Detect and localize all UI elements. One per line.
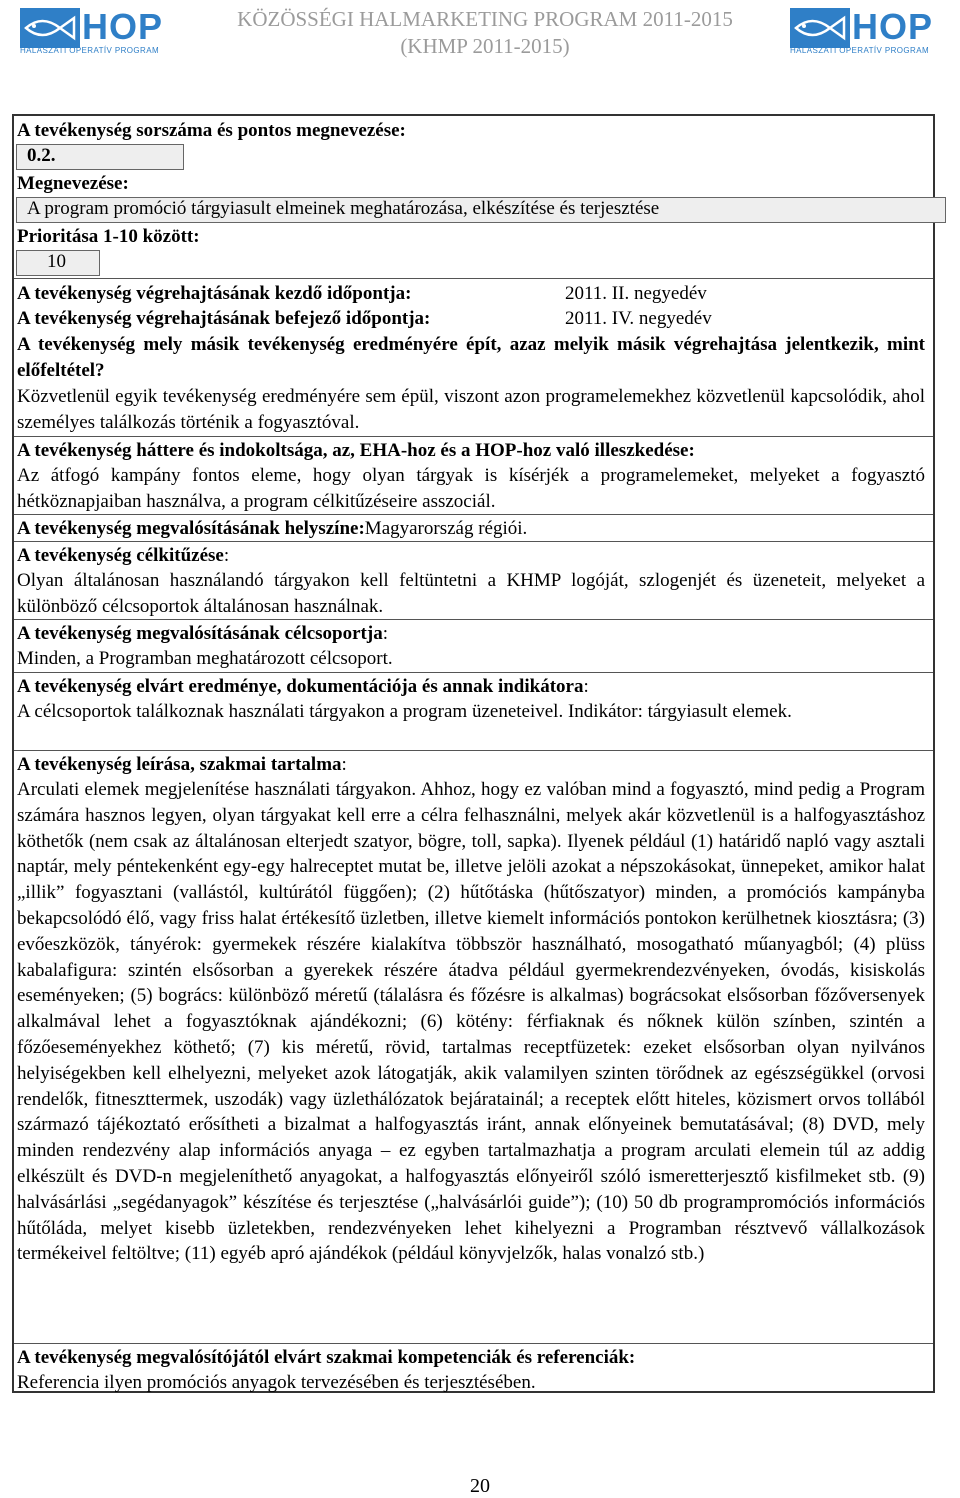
- number-label: A tevékenység sorszáma és pontos megnevezése:: [17, 120, 406, 141]
- location-label: A tevékenység megvalósításának helyszíne:: [17, 518, 365, 539]
- target-text: Minden, a Programban meghatározott célcsoport.: [17, 648, 393, 669]
- description-divider: [14, 116, 933, 1344]
- start-date-value: 2011. II. negyedév: [565, 283, 707, 304]
- name-label: Megnevezése:: [17, 173, 129, 194]
- prerequisite-label: A tevékenység mely másik tevékenység eredményére épít, azaz melyik másik végrehajtása jelentkezik, mint előfeltétel?: [17, 334, 925, 381]
- fish-logo-icon: [790, 8, 850, 48]
- page-number: 20: [470, 1475, 490, 1497]
- target-label: A tevékenység megvalósításának célcsoportja: [17, 623, 383, 644]
- activity-form: [12, 114, 935, 1393]
- competence-label: A tevékenység megvalósítójától elvárt szakmai kompetenciák és referenciák:: [17, 1347, 636, 1368]
- priority-value-field: 10: [16, 250, 100, 276]
- end-date-label: A tevékenység végrehajtásának befejező időpontja:: [17, 308, 431, 329]
- background-label: A tevékenység háttere és indokoltsága, az, EHA-hoz és a HOP-hoz való illeszkedése:: [17, 440, 695, 461]
- goal-label: A tevékenység célkitűzése: [17, 545, 224, 566]
- priority-label: Prioritása 1-10 között:: [17, 226, 200, 247]
- location-value: Magyarország régiói.: [364, 518, 528, 539]
- result-heading: A tevékenység elvárt eredménye, dokumentációja és annak indikátora:: [17, 676, 589, 697]
- goal-text: Olyan általánosan használandó tárgyakon kell feltüntetni a KHMP logóját, szlogenjét és üzeneteit, melyeket a különböző célcsoportok általánosan használnak.: [17, 570, 925, 617]
- description-label: A tevékenység leírása, szakmai tartalma: [17, 754, 342, 775]
- name-value-field: A program promóció tárgyiasult elmeinek meghatározása, elkészítése és terjesztése: [16, 197, 946, 223]
- goal-heading: A tevékenység célkitűzése:: [17, 545, 230, 566]
- prerequisite-text: Közvetlenül egyik tevékenység eredményére sem épül, viszont azon programelemekhez közvetlenül kapcsolódik, ahol személyes találkozás történik a fogyasztóval.: [17, 386, 925, 433]
- background-text: Az átfogó kampány fontos eleme, hogy olyan tárgyak is kísérjék a programelemeket, melyeket a fogyasztó hétköznapjaiban használva, a program célkitűzéseire asszociál.: [17, 465, 925, 512]
- page-header: [0, 0, 960, 70]
- description-text: Arculati elemek megjelenítése használati tárgyakon. Ahhoz, hogy ez valóban mind a fogyasztó, mind pedig a Program számára hasznos legyen, olyan tárgyakat kell erre a célra felhasználni, melyek akár közvetlenül is a halfogyasztáshoz köthetők (nem csak az általánosan elterjedt szatyor, bögre, toll, sapka). Ilyenek például (1) határidő napló vagy asztali naptár, mely péntekenként egy-egy halreceptet mutat be, illetve jelöli azokat a népszokásokat, ünnepeket, amikor halat „illik” fogyasztani (vallástól, kultúrától függően); (2) hűtőtáska (hűtőszatyor) minden, a promóciós kampányba bekapcsolódó élő, vagy friss halat értékesítő üzletben, illetve kiemelt információs pontokon kerülhetnek kiosztásra; (3) evőeszközök, tányérok: gyermekek részére kialakítva többször használható, mosogatható műanyagból; (4) plüss kabalafigura: szintén elsősorban a gyerekek részére átadva például gyermekrendezvényeken, óvodás, kisiskolás eseményeken; (5) bogrács: különböző méretű (tálalásra és főzésre is alkalmas) bográcsokat elsősorban főzőversenyek alkalmával lehet a fogyasztóknak ajándékozni; (6) kötény: férfiaknak és nőknek külön színben, szintén a főzőeseményekhez köthető; (7) kis méretű, rövid, tartalmas receptfüzetek: ezeket elsősorban olyan nyilvános helyiségekben kell elhelyezni, melyeket azok látogatják, akik valamilyen szinten törődnek az egészségükkel (orvosi rendelők, fitneszttermek, uszodák) vagy üzlethálózatok bejáratainál; a receptek előtt hiteles, közismert orvos tollából származó tájékoztató erősítheti a bizalmat a halfogyasztás iránt, annak előnyeinek bemutatásával; (8) DVD, mely minden rendezvény alap információs anyaga – ez egyben tartalmazhatja a program arculati elemein túl az addig elkészült és DVD-n megjeleníthető anyagokat, a halfogyasztás előnyeiről szóló ismeretterjesztő kisfilmeket stb. (9) halvásárlási „segédanyagok” készítése és terjesztése („halvásárlói guide”); (10) 50 db programpromóciós információs hűtőláda, melyet kisebb üzletekben, rendezvényeken lehet kihelyezni a Programban résztvevő vállalkozások termékeivel feltöltve; (11) egyéb apró ajándékok (például könyvjelzők, halas vonalzó stb.): [17, 779, 925, 1265]
- start-date-label: A tevékenység végrehajtásának kezdő időpontja:: [17, 283, 412, 304]
- fish-logo-icon: [20, 8, 80, 48]
- target-heading: A tevékenység megvalósításának célcsoportja:: [17, 623, 388, 644]
- number-value-field: 0.2.: [16, 144, 184, 170]
- hop-logo-left: HOP HALÁSZATI OPERATÍV PROGRAM: [20, 6, 164, 55]
- hop-logo-right: HOP HALÁSZATI OPERATÍV PROGRAM: [790, 6, 934, 55]
- result-text: A célcsoportok találkoznak használati tárgyakon a program üzeneteivel. Indikátor: tárgyiasult elemek.: [17, 701, 792, 722]
- competence-text: Referencia ilyen promóciós anyagok tervezésében és terjesztésében.: [17, 1372, 536, 1393]
- end-date-value: 2011. IV. negyedév: [565, 308, 712, 329]
- program-title: KÖZÖSSÉGI HALMARKETING PROGRAM 2011-2015 (KHMP 2011-2015): [237, 7, 733, 58]
- result-label: A tevékenység elvárt eredménye, dokumentációja és annak indikátora: [17, 676, 584, 697]
- description-heading: A tevékenység leírása, szakmai tartalma:: [17, 754, 347, 775]
